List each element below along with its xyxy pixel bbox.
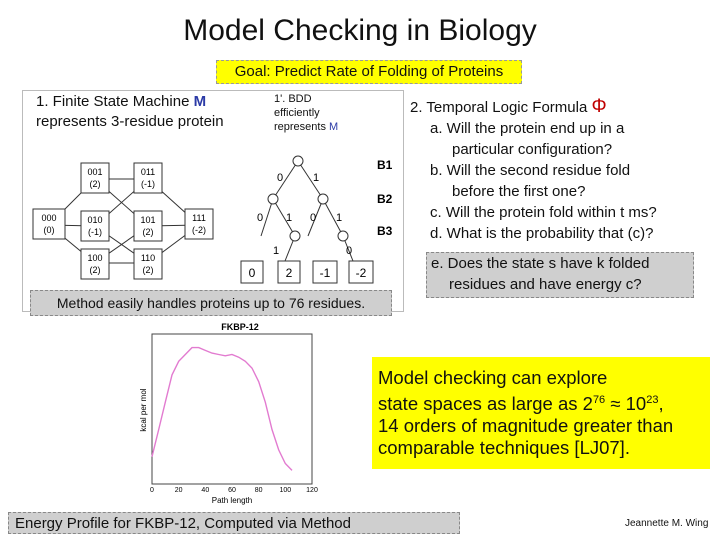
slide-title: Model Checking in Biology <box>183 14 537 47</box>
chart-xticks <box>150 487 318 494</box>
bdd-level-labels <box>377 158 393 238</box>
svg-text:(0): (0) <box>43 225 55 235</box>
fsm-state <box>134 163 162 193</box>
fsm-label: 1. Finite State Machine M represents 3-residue protein <box>36 93 224 130</box>
temporal-logic-heading: 2. Temporal Logic Formula Φ <box>410 96 607 117</box>
svg-text:0: 0 <box>257 212 264 224</box>
temporal-logic-panel <box>410 96 710 244</box>
svg-text:1: 1 <box>286 212 293 224</box>
question-a: a. Will the protein end up in a particular configuration? <box>430 120 625 158</box>
bdd-level-b2: B2 <box>377 192 393 206</box>
svg-text:1: 1 <box>273 245 280 257</box>
bdd-terminals <box>241 261 373 283</box>
svg-text:100: 100 <box>87 253 103 263</box>
svg-text:(2): (2) <box>89 265 101 275</box>
svg-text:011: 011 <box>140 167 156 177</box>
svg-text:1: 1 <box>313 172 320 184</box>
fsm-state <box>81 249 109 279</box>
svg-text:(-1): (-1) <box>141 179 155 189</box>
fsm-state <box>33 209 65 239</box>
svg-text:001: 001 <box>87 167 103 177</box>
claim-box: Model checking can explore state spaces as large as $2^{76} \approx 10^{23}$, 14 orders of magnitude greater than comparable techniques [LJ07]. <box>372 357 710 469</box>
svg-text:(2): (2) <box>89 179 101 189</box>
fsm-state <box>81 163 109 193</box>
bdd-label: 1'. BDD efficiently represents M <box>274 93 339 133</box>
svg-text:(2): (2) <box>142 227 154 237</box>
fsm-state <box>81 211 109 241</box>
svg-text:(-1): (-1) <box>88 227 102 237</box>
energy-chart-svg <box>140 320 320 505</box>
fsm-state <box>134 249 162 279</box>
question-e: e. Does the state s have k folded residues and have energy c? <box>426 252 694 298</box>
svg-text:0: 0 <box>248 266 256 280</box>
chart-xtick-label: 120 <box>306 487 318 494</box>
chart-xtick-label: 20 <box>174 487 183 494</box>
energy-profile-caption: Energy Profile for FKBP-12, Computed via Method <box>8 512 460 534</box>
question-d: d. What is the probability that (c)? <box>430 225 654 242</box>
question-c: c. Will the protein fold within t ms? <box>430 204 657 221</box>
bdd-edge-labels <box>257 172 352 257</box>
chart-title: FKBP-12 <box>221 322 259 332</box>
fsm-nodes <box>33 163 213 279</box>
chart-xlabel: Path length <box>211 496 253 505</box>
svg-text:0: 0 <box>277 172 284 184</box>
svg-text:(-2): (-2) <box>192 225 206 235</box>
svg-text:111: 111 <box>192 213 206 223</box>
chart-xtick-label: 100 <box>279 487 292 494</box>
bdd-nodes <box>268 156 348 241</box>
chart-xtick-label: 60 <box>228 487 236 494</box>
svg-text:110: 110 <box>140 253 156 263</box>
svg-text:2: 2 <box>285 266 293 280</box>
svg-text:010: 010 <box>87 215 103 225</box>
chart-xtick-label: 0 <box>150 487 154 494</box>
svg-text:000: 000 <box>41 213 57 223</box>
svg-text:-1: -1 <box>319 266 331 280</box>
svg-text:1: 1 <box>336 212 343 224</box>
svg-text:(2): (2) <box>142 265 154 275</box>
question-b: b. Will the second residue fold before the first one? <box>430 162 631 200</box>
svg-text:101: 101 <box>140 215 156 225</box>
author-credit: Jeannette M. Wing <box>625 518 709 529</box>
energy-profile-chart <box>140 320 320 505</box>
goal-banner: Goal: Predict Rate of Folding of Proteins <box>216 60 522 84</box>
bdd-level-b1: B1 <box>377 158 393 172</box>
bdd-level-b3: B3 <box>377 224 393 238</box>
svg-text:0: 0 <box>310 212 317 224</box>
fsm-edges <box>49 179 199 263</box>
chart-xtick-label: 40 <box>201 487 210 494</box>
svg-text:-2: -2 <box>355 266 367 280</box>
chart-ylabel: kcal per mol <box>139 388 148 432</box>
svg-text:0: 0 <box>346 245 353 257</box>
fsm-state <box>134 211 162 241</box>
chart-xtick-label: 80 <box>254 487 263 494</box>
fsm-state <box>185 209 213 239</box>
method-note: Method easily handles proteins up to 76 residues. <box>30 290 392 316</box>
chart-plot-area <box>152 334 312 484</box>
